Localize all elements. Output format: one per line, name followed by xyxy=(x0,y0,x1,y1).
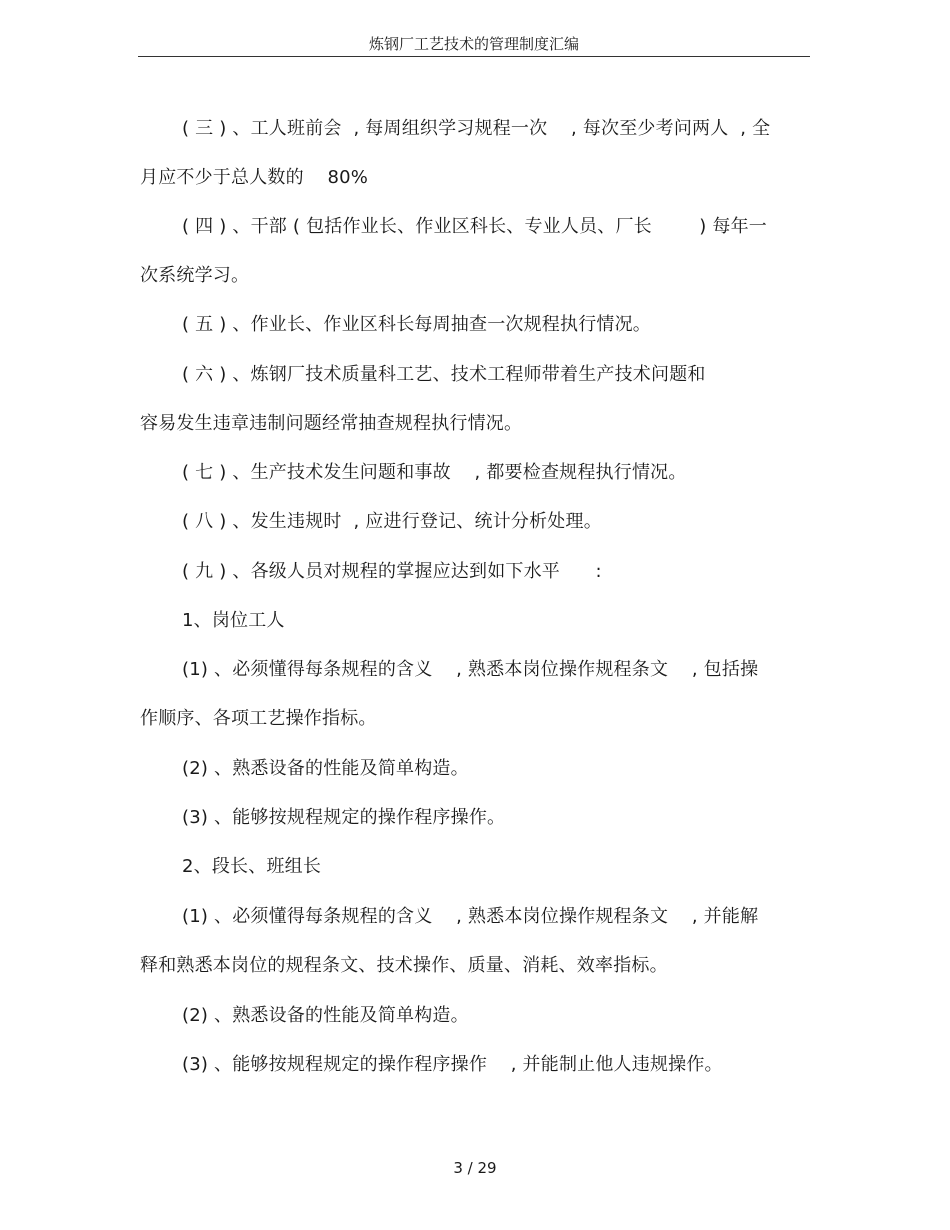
text-line: (1) 、必须懂得每条规程的含义 , 熟悉本岗位操作规程条文 , 并能解 xyxy=(182,906,759,927)
text-line: 月应不少于总人数的 80% xyxy=(140,167,369,188)
text-line: ( 九 ) 、各级人员对规程的掌握应达到如下水平 : xyxy=(182,561,602,582)
text-line: 释和熟悉本岗位的规程条文、技术操作、质量、消耗、效率指标。 xyxy=(140,955,668,976)
text-line: (2) 、熟悉设备的性能及简单构造。 xyxy=(182,758,469,779)
text-line: ( 四 ) 、干部 ( 包括作业长、作业区科长、专业人员、厂长 ) 每年一 xyxy=(182,216,767,237)
text-line: 次系统学习。 xyxy=(140,265,250,286)
text-line: 2、段长、班组长 xyxy=(182,856,322,877)
text-line: ( 八 ) 、发生违规时 , 应进行登记、统计分析处理。 xyxy=(182,511,602,532)
text-line: (3) 、能够按规程规定的操作程序操作 , 并能制止他人违规操作。 xyxy=(182,1054,723,1075)
text-line: ( 六 ) 、炼钢厂技术质量科工艺、技术工程师带着生产技术问题和 xyxy=(182,364,706,385)
text-line: ( 七 ) 、生产技术发生问题和事故 , 都要检查规程执行情况。 xyxy=(182,462,687,483)
text-line: (2) 、熟悉设备的性能及简单构造。 xyxy=(182,1005,469,1026)
text-line: (3) 、能够按规程规定的操作程序操作。 xyxy=(182,807,506,828)
text-line: 容易发生违章违制问题经常抽查规程执行情况。 xyxy=(140,413,523,434)
text-line: ( 三 ) 、工人班前会 , 每周组织学习规程一次 , 每次至少考问两人 , 全 xyxy=(182,118,771,139)
text-line: 1、岗位工人 xyxy=(182,610,285,631)
page-header-title: 炼钢厂工艺技术的管理制度汇编 xyxy=(138,34,810,57)
page-number: 3 / 29 xyxy=(453,1159,497,1177)
text-line: (1) 、必须懂得每条规程的含义 , 熟悉本岗位操作规程条文 , 包括操 xyxy=(182,659,759,680)
text-line: ( 五 ) 、作业长、作业区科长每周抽查一次规程执行情况。 xyxy=(182,314,652,335)
text-line: 作顺序、各项工艺操作指标。 xyxy=(140,708,377,729)
